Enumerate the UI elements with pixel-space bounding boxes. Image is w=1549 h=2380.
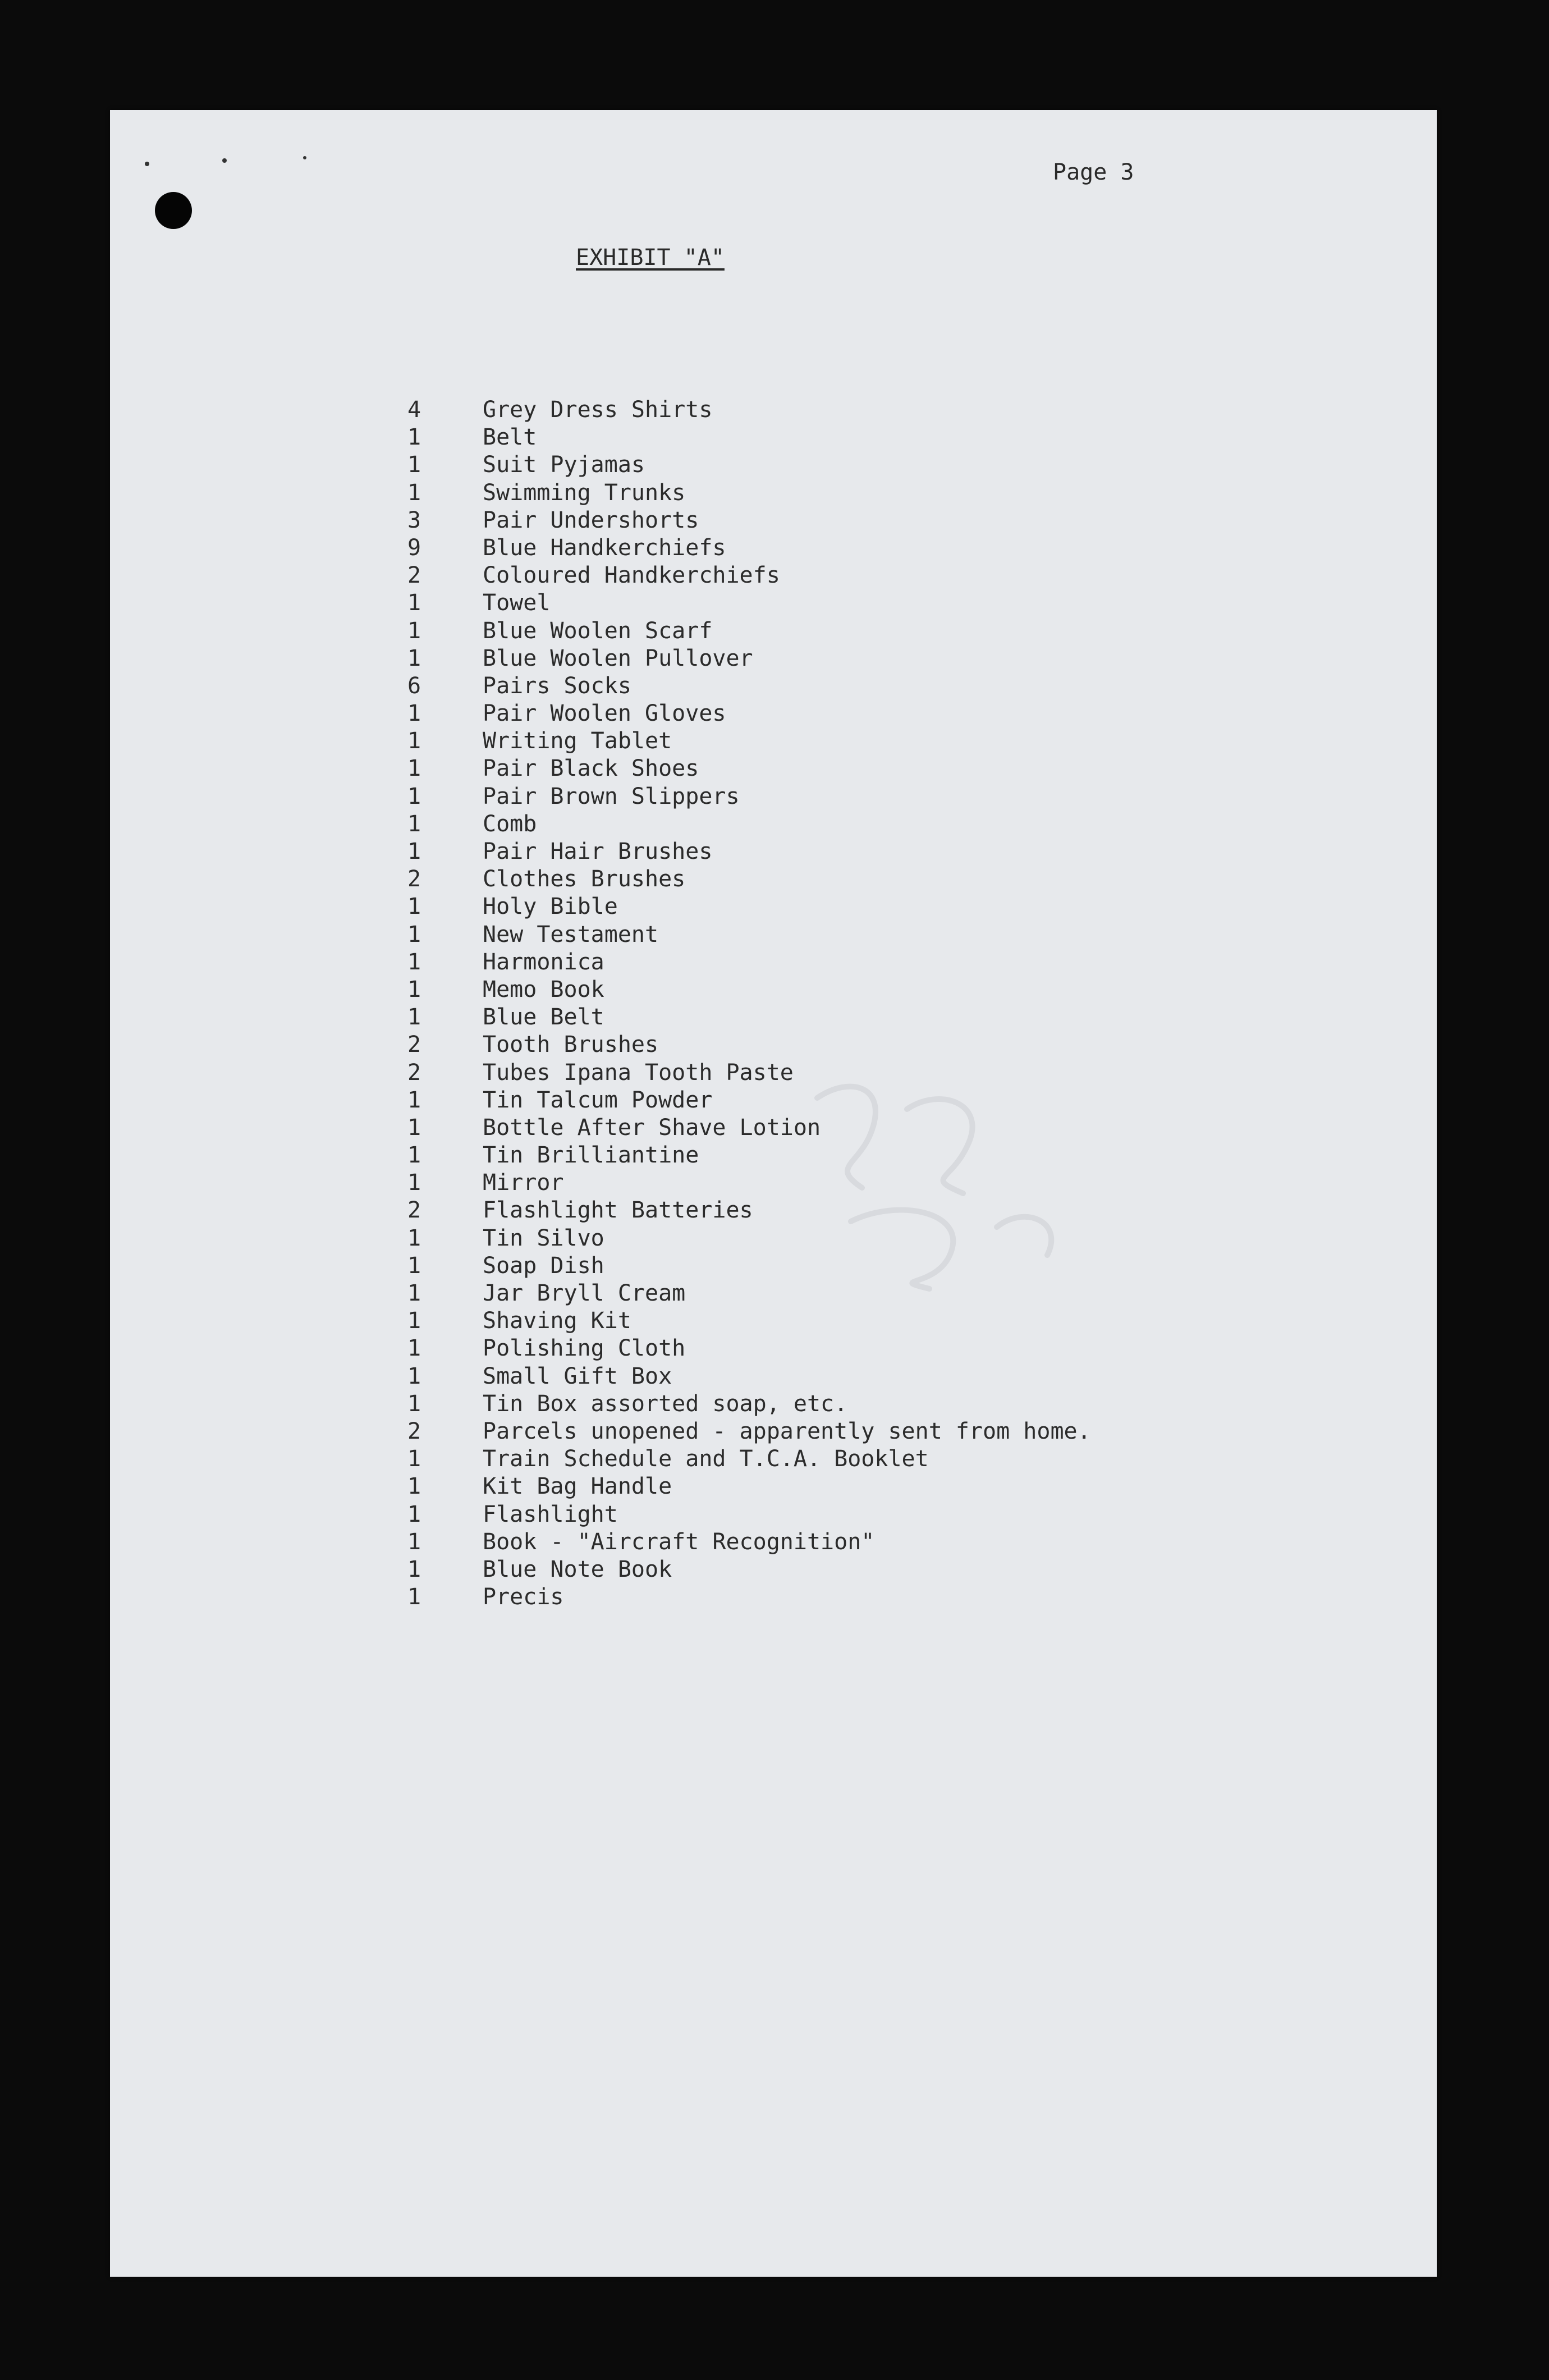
item-description: Kit Bag Handle <box>483 1473 672 1500</box>
list-item <box>407 1445 1091 1473</box>
item-description: Holy Bible <box>483 894 618 920</box>
item-description: Tin Brilliantine <box>483 1142 699 1169</box>
exhibit-title: EXHIBIT "A" <box>576 245 725 271</box>
item-description: Blue Belt <box>483 1004 604 1031</box>
inventory-list <box>407 396 1091 1611</box>
item-quantity: 1 <box>407 894 421 920</box>
punch-hole <box>155 192 192 229</box>
item-quantity: 1 <box>407 756 421 782</box>
item-description: Writing Tablet <box>483 728 672 754</box>
list-item <box>407 1307 1091 1335</box>
item-quantity: 1 <box>407 839 421 864</box>
item-description: Train Schedule and T.C.A. Booklet <box>483 1446 929 1472</box>
item-description: Towel <box>483 590 551 616</box>
item-description: Pair Black Shoes <box>483 756 699 782</box>
item-description: Polishing Cloth <box>483 1335 686 1362</box>
list-item <box>407 507 1091 534</box>
item-quantity: 1 <box>407 1363 421 1389</box>
item-quantity: 1 <box>407 949 421 975</box>
item-description: Tin Silvo <box>483 1225 604 1251</box>
page-number: Page 3 <box>1053 159 1134 185</box>
list-item <box>407 755 1091 782</box>
item-description: Blue Woolen Pullover <box>483 645 753 671</box>
list-item <box>407 727 1091 755</box>
list-item <box>407 1363 1091 1390</box>
item-quantity: 1 <box>407 1114 421 1141</box>
item-quantity: 2 <box>407 1197 421 1224</box>
item-quantity: 2 <box>407 1032 421 1058</box>
item-description: Belt <box>483 424 537 451</box>
list-item <box>407 1335 1091 1362</box>
item-quantity: 1 <box>407 1252 421 1279</box>
item-quantity: 1 <box>407 1170 421 1196</box>
item-quantity: 1 <box>407 1225 421 1251</box>
item-quantity: 2 <box>407 1418 421 1444</box>
list-item <box>407 893 1091 921</box>
list-item <box>407 1418 1091 1445</box>
item-quantity: 9 <box>407 534 421 561</box>
item-description: Blue Note Book <box>483 1556 672 1582</box>
list-item <box>407 866 1091 893</box>
list-item <box>407 783 1091 811</box>
item-quantity: 1 <box>407 1004 421 1031</box>
item-quantity: 2 <box>407 1059 421 1086</box>
item-quantity: 1 <box>407 1528 421 1555</box>
item-quantity: 1 <box>407 1390 421 1417</box>
list-item <box>407 921 1091 949</box>
item-description: Swimming Trunks <box>483 479 686 506</box>
paper-speck <box>145 162 149 166</box>
bleed-through-marks <box>783 1064 1120 1300</box>
list-item <box>407 672 1091 700</box>
item-description: Suit Pyjamas <box>483 452 645 478</box>
item-description: Jar Bryll Cream <box>483 1280 686 1306</box>
item-description: Tin Talcum Powder <box>483 1087 713 1113</box>
item-description: Pairs Socks <box>483 672 631 699</box>
item-quantity: 1 <box>407 1142 421 1169</box>
item-quantity: 4 <box>407 397 421 423</box>
item-quantity: 1 <box>407 728 421 754</box>
item-quantity: 1 <box>407 424 421 451</box>
item-quantity: 2 <box>407 562 421 589</box>
item-description: Pair Hair Brushes <box>483 839 713 864</box>
item-quantity: 1 <box>407 976 421 1003</box>
list-item <box>407 1390 1091 1418</box>
item-description: Grey Dress Shirts <box>483 397 713 423</box>
item-quantity: 1 <box>407 1087 421 1113</box>
paper-speck <box>303 156 306 159</box>
list-item <box>407 617 1091 645</box>
item-quantity: 1 <box>407 1280 421 1306</box>
item-description: Pair Woolen Gloves <box>483 701 726 727</box>
item-description: Clothes Brushes <box>483 866 686 893</box>
item-quantity: 1 <box>407 811 421 837</box>
item-description: Tin Box assorted soap, etc. <box>483 1390 848 1417</box>
item-quantity: 1 <box>407 617 421 644</box>
item-quantity: 2 <box>407 866 421 893</box>
list-item <box>407 1031 1091 1059</box>
list-item <box>407 534 1091 562</box>
list-item <box>407 1501 1091 1528</box>
item-quantity: 1 <box>407 1556 421 1582</box>
list-item <box>407 1004 1091 1031</box>
item-description: Pair Brown Slippers <box>483 783 740 809</box>
item-description: Blue Woolen Scarf <box>483 617 713 644</box>
list-item <box>407 1528 1091 1556</box>
item-description: Precis <box>483 1584 564 1610</box>
list-item <box>407 838 1091 866</box>
item-quantity: 1 <box>407 1446 421 1472</box>
item-quantity: 6 <box>407 672 421 699</box>
item-description: Pair Undershorts <box>483 507 699 533</box>
list-item <box>407 424 1091 451</box>
item-description: Tooth Brushes <box>483 1032 659 1058</box>
item-description: Flashlight <box>483 1501 618 1527</box>
item-description: Blue Handkerchiefs <box>483 534 726 561</box>
list-item <box>407 645 1091 672</box>
list-item <box>407 396 1091 424</box>
item-description: Tubes Ipana Tooth Paste <box>483 1059 794 1086</box>
item-description: Small Gift Box <box>483 1363 672 1389</box>
item-quantity: 1 <box>407 783 421 809</box>
item-description: Mirror <box>483 1170 564 1196</box>
item-description: Comb <box>483 811 537 837</box>
item-description: Shaving Kit <box>483 1308 631 1334</box>
item-quantity: 1 <box>407 479 421 506</box>
item-quantity: 1 <box>407 645 421 671</box>
paper-speck <box>222 158 227 163</box>
item-description: Bottle After Shave Lotion <box>483 1114 821 1141</box>
list-item <box>407 1583 1091 1611</box>
item-description: Parcels unopened - apparently sent from home. <box>483 1418 1091 1444</box>
item-quantity: 1 <box>407 1308 421 1334</box>
list-item <box>407 949 1091 976</box>
item-description: Harmonica <box>483 949 604 975</box>
item-quantity: 3 <box>407 507 421 533</box>
item-quantity: 1 <box>407 1335 421 1362</box>
item-description: Book - "Aircraft Recognition" <box>483 1528 875 1555</box>
item-description: Flashlight Batteries <box>483 1197 753 1224</box>
list-item <box>407 451 1091 479</box>
item-description: Soap Dish <box>483 1252 604 1279</box>
item-quantity: 1 <box>407 921 421 948</box>
list-item <box>407 589 1091 617</box>
list-item <box>407 1473 1091 1500</box>
list-item <box>407 562 1091 589</box>
list-item <box>407 479 1091 507</box>
item-quantity: 1 <box>407 452 421 478</box>
item-quantity: 1 <box>407 1584 421 1610</box>
list-item <box>407 700 1091 727</box>
item-quantity: 1 <box>407 590 421 616</box>
document-page <box>110 110 1437 2277</box>
item-description: Coloured Handkerchiefs <box>483 562 780 589</box>
list-item <box>407 976 1091 1004</box>
list-item <box>407 1556 1091 1583</box>
list-item <box>407 811 1091 838</box>
item-description: New Testament <box>483 921 659 948</box>
item-quantity: 1 <box>407 701 421 727</box>
item-quantity: 1 <box>407 1501 421 1527</box>
item-quantity: 1 <box>407 1473 421 1500</box>
item-description: Memo Book <box>483 976 604 1003</box>
